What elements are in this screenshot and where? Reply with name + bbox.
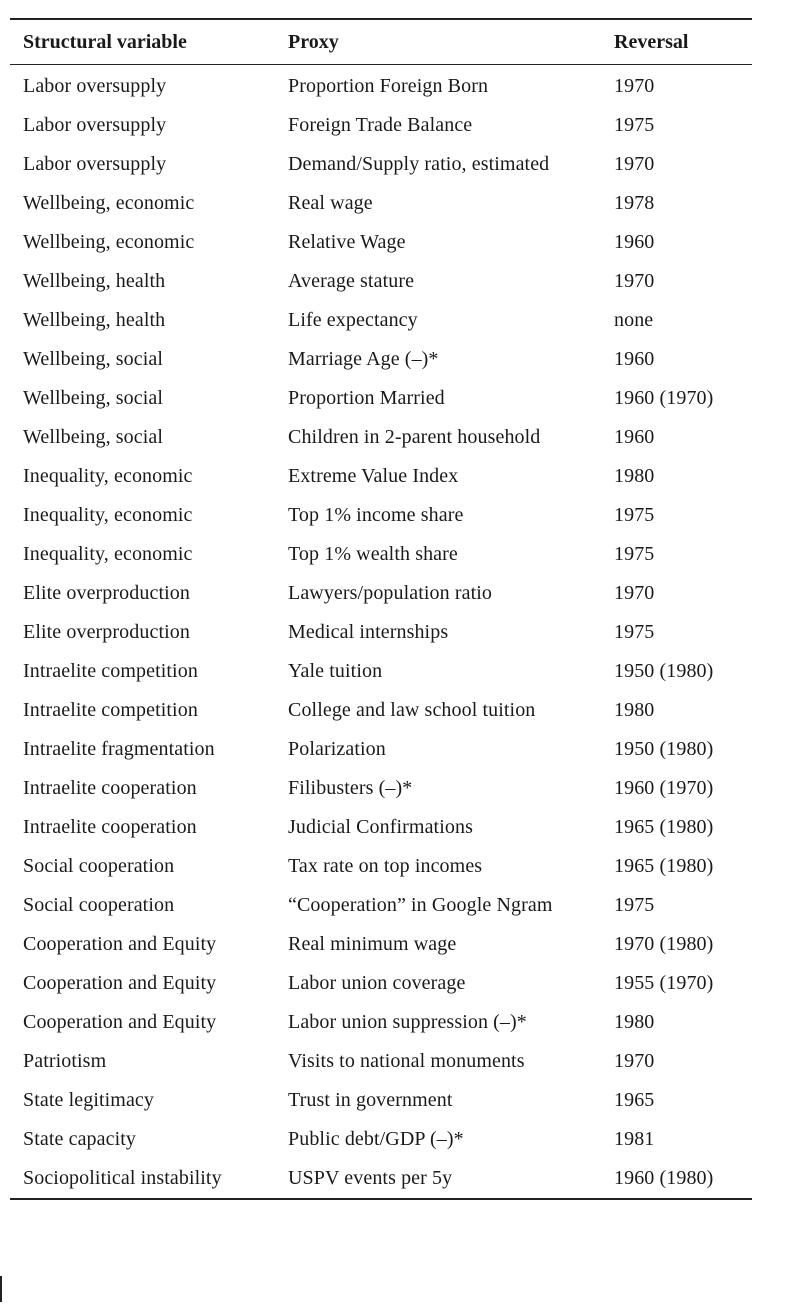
cell-proxy: Top 1% wealth share: [288, 543, 458, 565]
cell-structural-variable: Intraelite cooperation: [23, 777, 197, 799]
cell-proxy: Tax rate on top incomes: [288, 855, 483, 877]
margin-tick-mark: [0, 1276, 2, 1302]
cell-reversal: 1975: [614, 621, 655, 643]
cell-structural-variable: Intraelite competition: [23, 660, 198, 682]
table-row: [10, 1159, 752, 1199]
cell-structural-variable: Labor oversupply: [23, 114, 167, 136]
cell-structural-variable: Wellbeing, health: [23, 309, 166, 331]
table-row: [10, 1003, 752, 1042]
table-row: [10, 145, 752, 184]
cell-reversal: 1960 (1980): [614, 1167, 714, 1189]
cell-proxy: Judicial Confirmations: [288, 816, 473, 838]
cell-structural-variable: Wellbeing, social: [23, 348, 164, 370]
cell-proxy: Real minimum wage: [288, 933, 457, 955]
cell-proxy: Labor union suppression (–)*: [288, 1011, 527, 1033]
cell-structural-variable: Cooperation and Equity: [23, 933, 217, 955]
cell-proxy: Public debt/GDP (–)*: [288, 1128, 464, 1150]
cell-reversal: 1975: [614, 504, 655, 526]
cell-structural-variable: Social cooperation: [23, 894, 175, 916]
cell-structural-variable: Intraelite fragmentation: [23, 738, 215, 760]
cell-proxy: Foreign Trade Balance: [288, 114, 473, 136]
cell-reversal: 1975: [614, 114, 655, 136]
cell-proxy: Labor union coverage: [288, 972, 466, 994]
cell-reversal: 1965 (1980): [614, 816, 714, 838]
table-row: [10, 652, 752, 691]
cell-proxy: Extreme Value Index: [288, 465, 459, 487]
cell-structural-variable: Elite overproduction: [23, 621, 190, 643]
cell-reversal: 1980: [614, 1011, 655, 1033]
table-row: [10, 1081, 752, 1120]
table-row: [10, 496, 752, 535]
cell-proxy: Relative Wage: [288, 231, 406, 253]
header-proxy: Proxy: [288, 30, 339, 53]
cell-reversal: 1970 (1980): [614, 933, 714, 955]
cell-reversal: 1975: [614, 894, 655, 916]
cell-reversal: 1980: [614, 699, 655, 721]
table-row: [10, 340, 752, 379]
cell-proxy: Proportion Married: [288, 387, 445, 409]
cell-proxy: Demand/Supply ratio, estimated: [288, 153, 550, 175]
cell-proxy: Marriage Age (–)*: [288, 348, 439, 370]
cell-structural-variable: Intraelite cooperation: [23, 816, 197, 838]
cell-proxy: Trust in government: [288, 1089, 453, 1111]
cell-reversal: 1960 (1970): [614, 387, 714, 409]
cell-structural-variable: Inequality, economic: [23, 504, 193, 526]
structural-variables-table: [10, 18, 752, 1200]
structural-variables-table-container: [10, 18, 752, 1200]
cell-proxy: Proportion Foreign Born: [288, 75, 489, 97]
cell-reversal: 1960: [614, 348, 655, 370]
cell-reversal: 1965: [614, 1089, 655, 1111]
cell-structural-variable: Elite overproduction: [23, 582, 190, 604]
cell-proxy: USPV events per 5y: [288, 1167, 453, 1189]
cell-structural-variable: Wellbeing, social: [23, 387, 164, 409]
cell-reversal: 1970: [614, 582, 655, 604]
cell-structural-variable: Labor oversupply: [23, 75, 167, 97]
table-body: [10, 65, 752, 1200]
cell-reversal: 1981: [614, 1128, 655, 1150]
cell-structural-variable: Wellbeing, economic: [23, 231, 195, 253]
cell-structural-variable: Wellbeing, health: [23, 270, 166, 292]
cell-reversal: 1960: [614, 426, 655, 448]
table-row: [10, 925, 752, 964]
cell-proxy: Children in 2-parent household: [288, 426, 541, 448]
cell-reversal: 1970: [614, 153, 655, 175]
table-header: [10, 19, 752, 65]
cell-reversal: 1970: [614, 270, 655, 292]
cell-structural-variable: Sociopolitical instability: [23, 1167, 222, 1189]
table-row: [10, 379, 752, 418]
cell-reversal: 1950 (1980): [614, 738, 714, 760]
table-row: [10, 691, 752, 730]
cell-structural-variable: Patriotism: [23, 1050, 107, 1072]
cell-structural-variable: Intraelite competition: [23, 699, 198, 721]
cell-proxy: Medical internships: [288, 621, 449, 643]
cell-structural-variable: Inequality, economic: [23, 465, 193, 487]
cell-structural-variable: Cooperation and Equity: [23, 1011, 217, 1033]
cell-structural-variable: Social cooperation: [23, 855, 175, 877]
header-reversal: Reversal: [614, 30, 689, 53]
table-row: [10, 730, 752, 769]
cell-reversal: 1975: [614, 543, 655, 565]
cell-reversal: 1965 (1980): [614, 855, 714, 877]
table-row: [10, 184, 752, 223]
table-row: [10, 457, 752, 496]
cell-reversal: none: [614, 309, 654, 331]
cell-structural-variable: State capacity: [23, 1128, 137, 1150]
cell-structural-variable: Labor oversupply: [23, 153, 167, 175]
table-row: [10, 808, 752, 847]
cell-proxy: Polarization: [288, 738, 386, 760]
cell-proxy: Average stature: [288, 270, 415, 292]
cell-structural-variable: Wellbeing, economic: [23, 192, 195, 214]
cell-reversal: 1955 (1970): [614, 972, 714, 994]
table-row: [10, 613, 752, 652]
table-row: [10, 886, 752, 925]
table-row: [10, 1120, 752, 1159]
cell-structural-variable: Wellbeing, social: [23, 426, 164, 448]
cell-proxy: Filibusters (–)*: [288, 777, 413, 799]
cell-proxy: “Cooperation” in Google Ngram: [288, 894, 553, 916]
cell-proxy: Life expectancy: [288, 309, 418, 331]
table-row: [10, 964, 752, 1003]
table-row: [10, 418, 752, 457]
table-row: [10, 301, 752, 340]
table-row: [10, 1042, 752, 1081]
cell-reversal: 1970: [614, 1050, 655, 1072]
table-row: [10, 769, 752, 808]
table-row: [10, 106, 752, 145]
table-row: [10, 847, 752, 886]
cell-structural-variable: State legitimacy: [23, 1089, 155, 1111]
cell-reversal: 1978: [614, 192, 655, 214]
cell-structural-variable: Inequality, economic: [23, 543, 193, 565]
table-row: [10, 262, 752, 301]
header-row: [10, 19, 752, 65]
table-row: [10, 574, 752, 613]
cell-reversal: 1960: [614, 231, 655, 253]
cell-reversal: 1960 (1970): [614, 777, 714, 799]
table-row: [10, 535, 752, 574]
cell-proxy: College and law school tuition: [288, 699, 536, 721]
cell-proxy: Top 1% income share: [288, 504, 464, 526]
table-row: [10, 65, 752, 107]
header-structural-variable: Structural variable: [23, 30, 187, 53]
table-row: [10, 223, 752, 262]
cell-reversal: 1950 (1980): [614, 660, 714, 682]
cell-proxy: Yale tuition: [288, 660, 383, 682]
cell-proxy: Real wage: [288, 192, 373, 214]
cell-reversal: 1970: [614, 75, 655, 97]
cell-proxy: Visits to national monuments: [288, 1050, 525, 1072]
cell-reversal: 1980: [614, 465, 655, 487]
cell-proxy: Lawyers/population ratio: [288, 582, 493, 604]
cell-structural-variable: Cooperation and Equity: [23, 972, 217, 994]
